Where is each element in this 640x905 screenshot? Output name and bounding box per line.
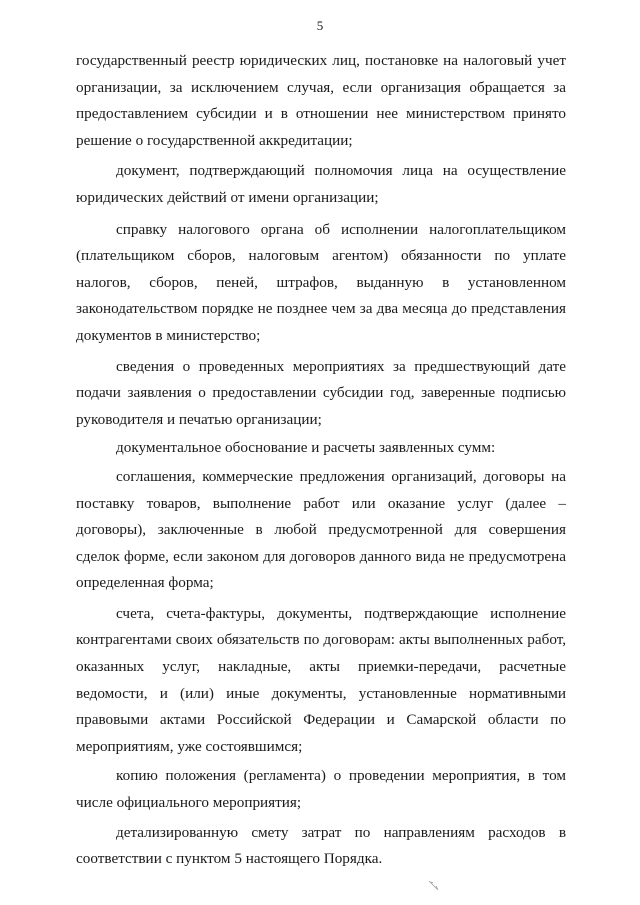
paragraph-registry-continuation: государственный реестр юридических лиц, постановке на налоговый учет организации, за исключением случая, если организация обращается за предоставлением субсидии и в отношении нее министерством принято решение о государственной аккредитации;	[76, 52, 566, 149]
paragraph-invoices: счета, счета-фактуры, документы, подтверждающие исполнение контрагентами своих обязательств по договорам: акты выполненных работ, оказанных услуг, накладные, акты приемки-передачи, расчетные ведомости, и (или) иные документы, установленные нормативными правовыми актами Российской Федерации и Самарской области по мероприятиям, уже состоявшимся;	[76, 604, 566, 755]
pen-mark	[428, 880, 440, 892]
page-number: 5	[316, 18, 324, 33]
paragraph-justification: документальное обоснование и расчеты заявленных сумм:	[116, 439, 496, 457]
paragraph-tax-certificate: справку налогового органа об исполнении налогоплательщиком (плательщиком сборов, налоговым агентом) обязанности по уплате налогов, сборов, пеней, штрафов, выданную в установленном законодательством порядке не позднее чем за два месяца до представления документов в министерство;	[76, 220, 566, 344]
document-body	[76, 48, 566, 873]
paragraph-cost-estimate: детализированную смету затрат по направлениям расходов в соответствии с пунктом 5 настоящего Порядка.	[76, 823, 566, 868]
paragraph-agreements: соглашения, коммерческие предложения организаций, договоры на поставку товаров, выполнение работ или оказание услуг (далее – договоры), заключенные в любой предусмотренной для совершения сделок форме, если законом для договоров данного вида не предусмотрена определенная форма;	[76, 467, 566, 592]
paragraph-events-info: сведения о проведенных мероприятиях за предшествующий дате подачи заявления о предоставлении субсидии год, заверенные подписью руководителя и печатью организации;	[76, 357, 566, 428]
paragraph-regulations: копию положения (регламента) о проведении мероприятия, в том числе официального мероприятия;	[76, 767, 566, 812]
paragraph-authority-document: документ, подтверждающий полномочия лица на осуществление юридических действий от имени организации;	[76, 162, 566, 206]
